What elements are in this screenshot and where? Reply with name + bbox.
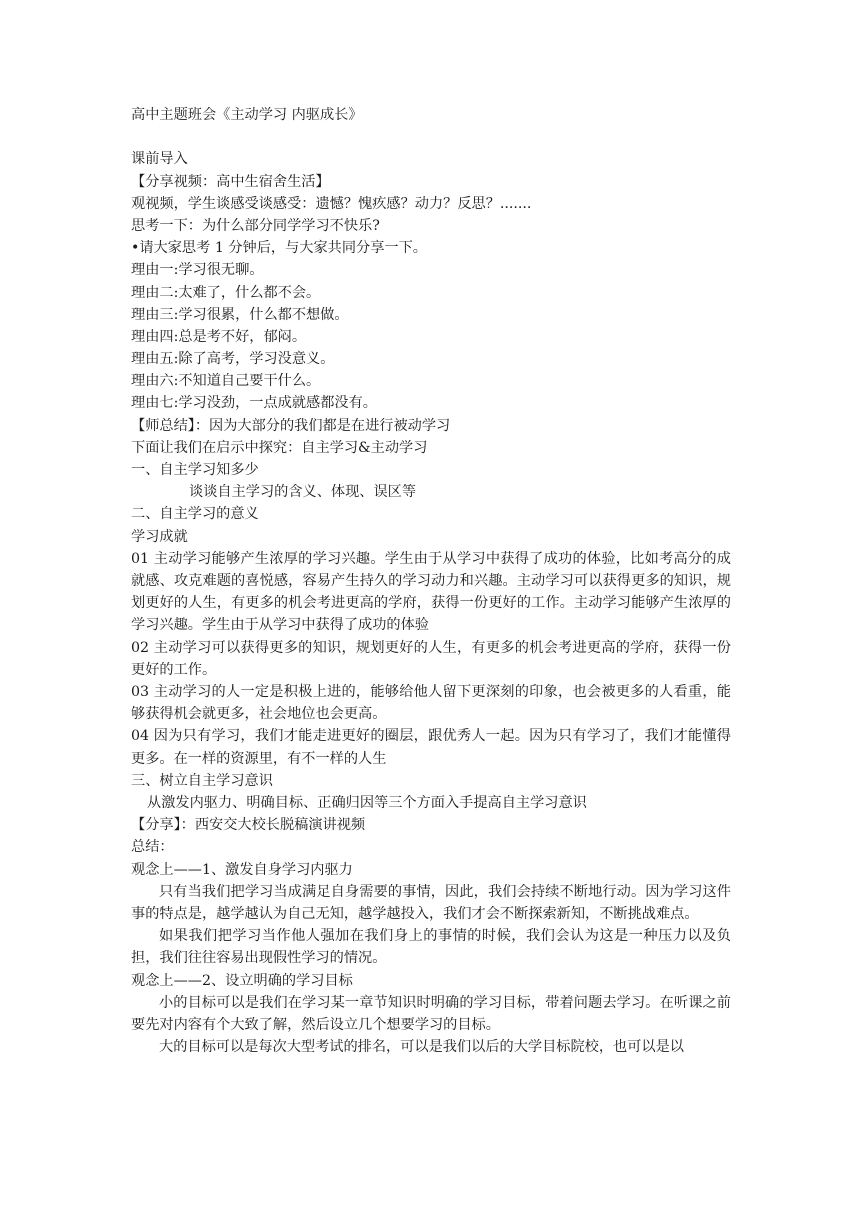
concept-2-paragraph-1: 小的目标可以是我们在学习某一章节知识时明确的学习目标，带着问题去学习。在听课之前要先对内容有个大致了解，然后设立几个想要学习的目标。 [131, 994, 731, 1033]
concept-1-paragraph-2: 如果我们把学习当作他人强加在我们身上的事情的时候，我们会认为这是一种压力以及负担，我们往往容易出现假性学习的情况。 [131, 928, 731, 967]
explore-line: 下面让我们在启示中探究：自主学习&主动学习 [131, 439, 428, 456]
think-line: 思考一下：为什么部分同学学习不快乐? [131, 217, 380, 234]
concept-1-paragraph-1: 只有当我们把学习当成满足自身需要的事情，因此，我们会持续不断地行动。因为学习这件事的特点是，越学越认为自己无知，越学越投入，我们才会不断探索新知，不断挑战难点。 [131, 883, 731, 922]
section-2-heading: 二、自主学习的意义 [131, 506, 259, 523]
paragraph-02: 02 主动学习可以获得更多的知识，规划更好的人生，有更多的机会考进更高的学府，获得一份更好的工作。 [131, 639, 731, 678]
section-2-subheading: 学习成就 [131, 528, 188, 545]
document-title: 高中主题班会《主动学习 内驱成长》 [131, 107, 363, 123]
reason-2: 理由二:太难了，什么都不会。 [131, 284, 321, 301]
section-3-heading: 三、树立自主学习意识 [131, 772, 273, 789]
concept-2-paragraph-2: 大的目标可以是每次大型考试的排名，可以是我们以后的大学目标院校，也可以是以 [159, 1039, 684, 1056]
summary-heading: 总结： [131, 839, 174, 856]
paragraph-03: 03 主动学习的人一定是积极上进的，能够给他人留下更深刻的印象，也会被更多的人看重，能够获得机会就更多，社会地位也会更高。 [131, 683, 731, 723]
share-video-line: 【分享视频：高中生宿舍生活】 [131, 173, 330, 190]
reason-7: 理由七:学习没劲，一点成就感都没有。 [131, 395, 377, 412]
blank-line [131, 126, 731, 148]
bullet-line: •请大家思考 1 分钟后，与大家共同分享一下。 [131, 240, 427, 257]
concept-2-heading: 观念上——2、设立明确的学习目标 [131, 972, 353, 989]
section-1-text: 谈谈自主学习的含义、体现、误区等 [189, 484, 417, 501]
concept-1-heading: 观念上——1、激发自身学习内驱力 [131, 861, 353, 878]
paragraph-01: 01 主动学习能够产生浓厚的学习兴趣。学生由于从学习中获得了成功的体验，比如考高分的成就感、攻克难题的喜悦感，容易产生持久的学习动力和兴趣。主动学习可以获得更多的知识，规划更好的人生，有更多的机会考进更高的学府，获得一份更好的工作。主动学习能够产生浓厚的学习兴趣。学生由于从学习中获得了成功的体验 [131, 550, 731, 634]
document-page [131, 100, 731, 1058]
teacher-summary: 【师总结】：因为大部分的我们都是在进行被动学习 [131, 417, 451, 434]
share-line: 【分享】：西安交大校长脱稿演讲视频 [131, 817, 366, 834]
discussion-line: 观视频，学生谈感受谈感受：遗憾？愧疚感？动力？反思？....... [131, 195, 532, 212]
paragraph-04: 04 因为只有学习，我们才能走进更好的圈层，跟优秀人一起。因为只有学习了，我们才能懂得更多。在一样的资源里，有不一样的人生 [131, 728, 731, 767]
section-3-text: 从激发内驱力、明确目标、正确归因等三个方面入手提高自主学习意识 [147, 794, 587, 811]
reason-4: 理由四:总是考不好，郁闷。 [131, 328, 307, 345]
section-intro-heading: 课前导入 [131, 151, 188, 168]
reason-6: 理由六:不知道自己要干什么。 [131, 373, 321, 390]
reason-1: 理由一:学习很无聊。 [131, 262, 264, 279]
reason-5: 理由五:除了高考，学习没意义。 [131, 351, 335, 368]
reason-3: 理由三:学习很累，什么都不想做。 [131, 306, 349, 323]
section-1-heading: 一、自主学习知多少 [131, 462, 259, 478]
